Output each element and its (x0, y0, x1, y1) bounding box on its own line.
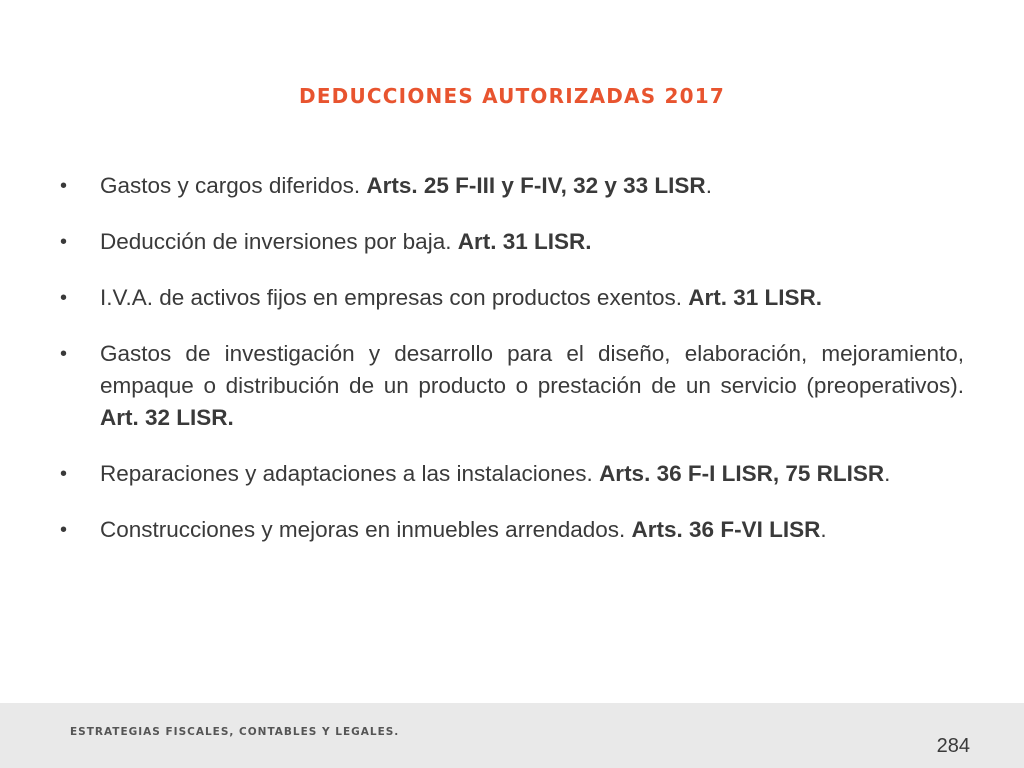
legal-reference: Arts. 36 F-VI LISR (631, 517, 821, 542)
bullet-item (56, 514, 964, 546)
legal-reference: Art. 32 LISR. (100, 405, 234, 430)
legal-reference: Art. 31 LISR. (457, 229, 592, 254)
bullet-text: I.V.A. de activos fijos en empresas con productos exentos. (100, 285, 689, 310)
legal-reference: Arts. 25 F-III y F-IV, 32 y 33 LISR (366, 173, 706, 198)
bullet-icon: • (60, 231, 68, 253)
bullet-item (56, 170, 964, 202)
legal-reference: Art. 31 LISR. (688, 285, 823, 310)
bullet-item (56, 226, 964, 258)
bullet-text: Gastos y cargos diferidos. (100, 173, 367, 198)
bullet-icon: • (60, 343, 68, 365)
bullet-end: . (884, 461, 891, 486)
bullet-list (56, 170, 964, 570)
bullet-item (56, 458, 964, 490)
bullet-icon: • (60, 519, 68, 541)
bullet-text: Reparaciones y adaptaciones a las instalaciones. (100, 461, 600, 486)
bullet-text: Gastos de investigación y desarrollo para el diseño, elaboración, mejoramiento, empaque o distribución de un producto o prestación de un servicio (preoperativos). (100, 341, 964, 398)
bullet-end: . (820, 517, 827, 542)
bullet-text: Deducción de inversiones por baja. (100, 229, 458, 254)
legal-reference: Arts. 36 F-I LISR, 75 RLISR (599, 461, 885, 486)
bullet-end: . (705, 173, 712, 198)
slide-title: DEDUCCIONES AUTORIZADAS 2017 (299, 84, 725, 108)
footer-brand: ESTRATEGIAS FISCALES, CONTABLES Y LEGALES. (70, 726, 400, 738)
bullet-item (56, 282, 964, 314)
bullet-icon: • (60, 175, 68, 197)
bullet-text: Construcciones y mejoras en inmuebles arrendados. (100, 517, 632, 542)
bullet-icon: • (60, 287, 68, 309)
bullet-item (56, 338, 964, 434)
page-number: 284 (936, 735, 970, 757)
bullet-icon: • (60, 463, 68, 485)
